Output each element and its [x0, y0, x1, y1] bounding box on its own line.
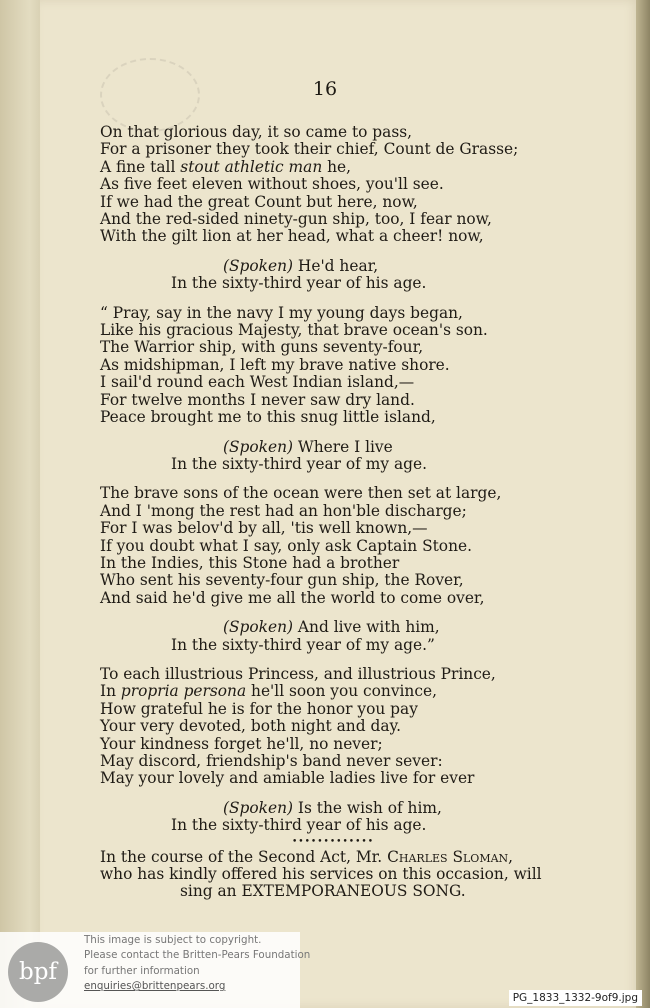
- bpf-logo: [8, 942, 68, 1002]
- verse-line: Who sent his seventy-four gun ship, the Rover,: [100, 571, 464, 590]
- verse-text: he'll soon you convince,: [246, 682, 437, 701]
- page-binding-edge: [636, 0, 650, 1008]
- spoken-line: [100, 258, 570, 275]
- notice-line: [100, 883, 570, 900]
- song-title: EXTEMPORANEOUS SONG.: [241, 882, 466, 901]
- verse-line: “ Pray, say in the navy I my young days began,: [100, 303, 463, 322]
- notice-text: In the course of the Second Act, Mr.: [100, 847, 388, 866]
- verse-text: he,: [322, 157, 352, 176]
- verse-line: May discord, friendship's band never sever:: [100, 752, 443, 770]
- verse-line: If we had the great Count but here, now,: [100, 192, 418, 211]
- spoken-line: [100, 439, 570, 456]
- notice-line: [100, 849, 570, 866]
- spoken-tag: (Spoken): [223, 798, 294, 817]
- verse-italic: stout athletic man: [180, 157, 323, 176]
- verse-line: I sail'd round each West Indian island,—: [100, 373, 415, 392]
- verse-line: And I 'mong the rest had an hon'ble discharge;: [100, 501, 467, 520]
- verse-line: And the red-sided ninety-gun ship, too, I fear now,: [100, 210, 492, 229]
- contact-email-link[interactable]: enquiries@brittenpears.org: [84, 980, 226, 993]
- refrain-line: In the sixty-third year of my age.: [171, 454, 427, 473]
- verse-line: The brave sons of the ocean were then set at large,: [100, 484, 502, 503]
- spoken-line: [100, 619, 570, 636]
- verse-line: For a prisoner they took their chief, Count de Grasse;: [100, 140, 519, 159]
- spoken-text: Is the wish of him,: [293, 798, 442, 817]
- verse-line: As midshipman, I left my brave native shore.: [100, 355, 450, 374]
- spoken-tag: (Spoken): [223, 618, 294, 637]
- notice-line: who has kindly offered his services on this occasion, will: [100, 865, 542, 884]
- refrain-line: In the sixty-third year of my age.”: [171, 635, 435, 654]
- verse-line: Your very devoted, both night and day.: [100, 717, 402, 736]
- verse-text: In: [100, 682, 121, 701]
- verse-line: As five feet eleven without shoes, you'll see.: [100, 175, 444, 194]
- spoken-text: He'd hear,: [293, 256, 379, 275]
- copyright-line: This image is subject to copyright.: [84, 934, 262, 946]
- spoken-tag: (Spoken): [223, 256, 294, 275]
- page-number: 16: [312, 78, 338, 100]
- copyright-notice: [84, 933, 310, 995]
- verse-line: How grateful he is for the honor you pay: [100, 699, 418, 718]
- verse-line: If you doubt what I say, only ask Captain Stone.: [100, 536, 472, 555]
- spoken-text: And live with him,: [293, 618, 440, 637]
- performer-name: Charles Sloman,: [387, 847, 514, 866]
- verse-line: Like his gracious Majesty, that brave ocean's son.: [100, 321, 488, 340]
- verse-text: A fine tall: [100, 157, 181, 176]
- verse-line: The Warrior ship, with guns seventy-four,: [100, 338, 424, 357]
- ornament-divider: •••••••••••••: [292, 836, 375, 847]
- refrain-line: In the sixty-third year of his age.: [171, 274, 427, 293]
- verse-line: [100, 683, 570, 700]
- refrain-line: In the sixty-third year of his age.: [171, 816, 427, 835]
- verse-italic: propria persona: [120, 682, 247, 701]
- notice-text: sing an: [180, 882, 242, 901]
- verse-line: [100, 159, 570, 176]
- verse-line: And said he'd give me all the world to come over,: [100, 588, 485, 607]
- verse-line: For twelve months I never saw dry land.: [100, 390, 415, 409]
- verse-line: To each illustrious Princess, and illustrious Prince,: [100, 664, 496, 683]
- verse-line: With the gilt lion at her head, what a cheer! now,: [100, 227, 484, 246]
- spoken-text: Where I live: [293, 437, 393, 456]
- verse-line: Peace brought me to this snug little island,: [100, 408, 436, 427]
- song-text: [100, 124, 570, 901]
- file-name-label: PG_1833_1332-9of9.jpg: [509, 990, 642, 1006]
- copyright-line: for further information: [84, 964, 200, 977]
- spoken-line: [100, 800, 570, 817]
- verse-line: Your kindness forget he'll, no never;: [100, 734, 383, 753]
- copyright-line: Please contact the Britten-Pears Foundation: [84, 949, 311, 962]
- facing-page-edge: [0, 0, 42, 1008]
- verse-line: May your lovely and amiable ladies live for ever: [100, 769, 475, 788]
- verse-line: On that glorious day, it so came to pass,: [100, 123, 413, 141]
- verse-line: In the Indies, this Stone had a brother: [100, 553, 400, 572]
- verse-line: For I was belov'd by all, 'tis well known,—: [100, 519, 428, 538]
- spoken-tag: (Spoken): [223, 437, 294, 456]
- bpf-logo-text: bpf: [19, 959, 57, 985]
